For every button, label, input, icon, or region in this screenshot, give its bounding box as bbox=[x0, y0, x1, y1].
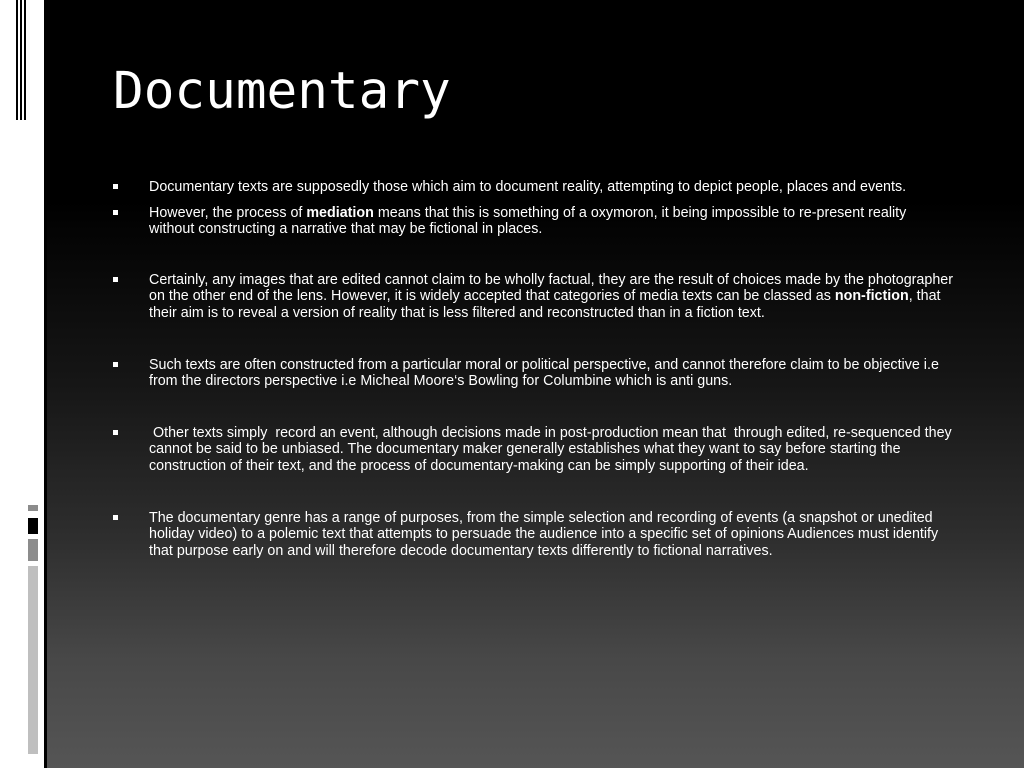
bullet-square-icon bbox=[113, 362, 118, 367]
bullet-text: Documentary texts are supposedly those which aim to document reality, attempting to depict people, places and events. bbox=[149, 179, 907, 195]
bullet-text: However, the process of bbox=[149, 204, 307, 221]
bullet-square-icon bbox=[113, 430, 118, 435]
bullet-item bbox=[113, 205, 953, 238]
decorative-bar bbox=[28, 518, 38, 534]
bullet-text: means that this is something of a oxymoron, it being impossible to re-present reality without constructing a narrative that may be fictional in places. bbox=[149, 204, 907, 238]
bullet-item bbox=[113, 179, 953, 196]
decorative-bars-group bbox=[28, 0, 38, 768]
decorative-bar bbox=[28, 566, 38, 754]
bullet-square-icon bbox=[113, 277, 118, 282]
bullet-square-icon bbox=[113, 184, 118, 189]
slide-title: Documentary bbox=[113, 62, 451, 121]
decorative-bar bbox=[16, 0, 18, 120]
bullet-item bbox=[113, 272, 953, 322]
decorative-bar bbox=[28, 505, 38, 511]
bullet-item bbox=[113, 357, 953, 390]
bullet-square-icon bbox=[113, 515, 118, 520]
bullet-list bbox=[113, 179, 956, 559]
bullet-text: Such texts are often constructed from a particular moral or political perspective, and cannot therefore claim to be objective i.e from the directors perspective i.e Micheal Moore‘s Bowling for Columbine which is anti guns. bbox=[149, 356, 939, 390]
bullet-text: Other texts simply record an event, although decisions made in post-production mean that through edited, re-sequenced they cannot be said to be unbiased. The documentary maker generally establishes what they want to say before starting the construction of their text, and the process of documentary-making can be simply supporting of their idea. bbox=[149, 424, 956, 474]
bullet-item bbox=[113, 510, 953, 560]
bullet-bold-term: mediation bbox=[306, 204, 374, 221]
bullet-item bbox=[113, 424, 956, 475]
bullet-text: Certainly, any images that are edited cannot claim to be wholly factual, they are the result of choices made by the photographer on the other end of the lens. However, it is widely accepted that categories of media texts can be classed as bbox=[149, 271, 953, 305]
bullet-square-icon bbox=[113, 210, 118, 215]
decorative-bar bbox=[28, 539, 38, 561]
bullet-text: , that their aim is to reveal a version of reality that is less filtered and reconstructed than in a fiction text. bbox=[149, 288, 941, 321]
bullet-bold-term: non-fiction bbox=[834, 288, 909, 305]
decorative-bar bbox=[24, 0, 26, 120]
decorative-bar bbox=[20, 0, 22, 120]
decorative-bar bbox=[44, 0, 47, 768]
decorative-bars-group-top bbox=[16, 0, 26, 130]
bullet-text: The documentary genre has a range of purposes, from the simple selection and recording of events (a snapshot or unedited holiday video) to a polemic text that attempts to persuade the audience into a specific set of opinions Audiences must identify that purpose early on and will therefore decode documentary texts differently to fictional narratives. bbox=[149, 509, 939, 559]
decorative-bar bbox=[28, 0, 38, 120]
